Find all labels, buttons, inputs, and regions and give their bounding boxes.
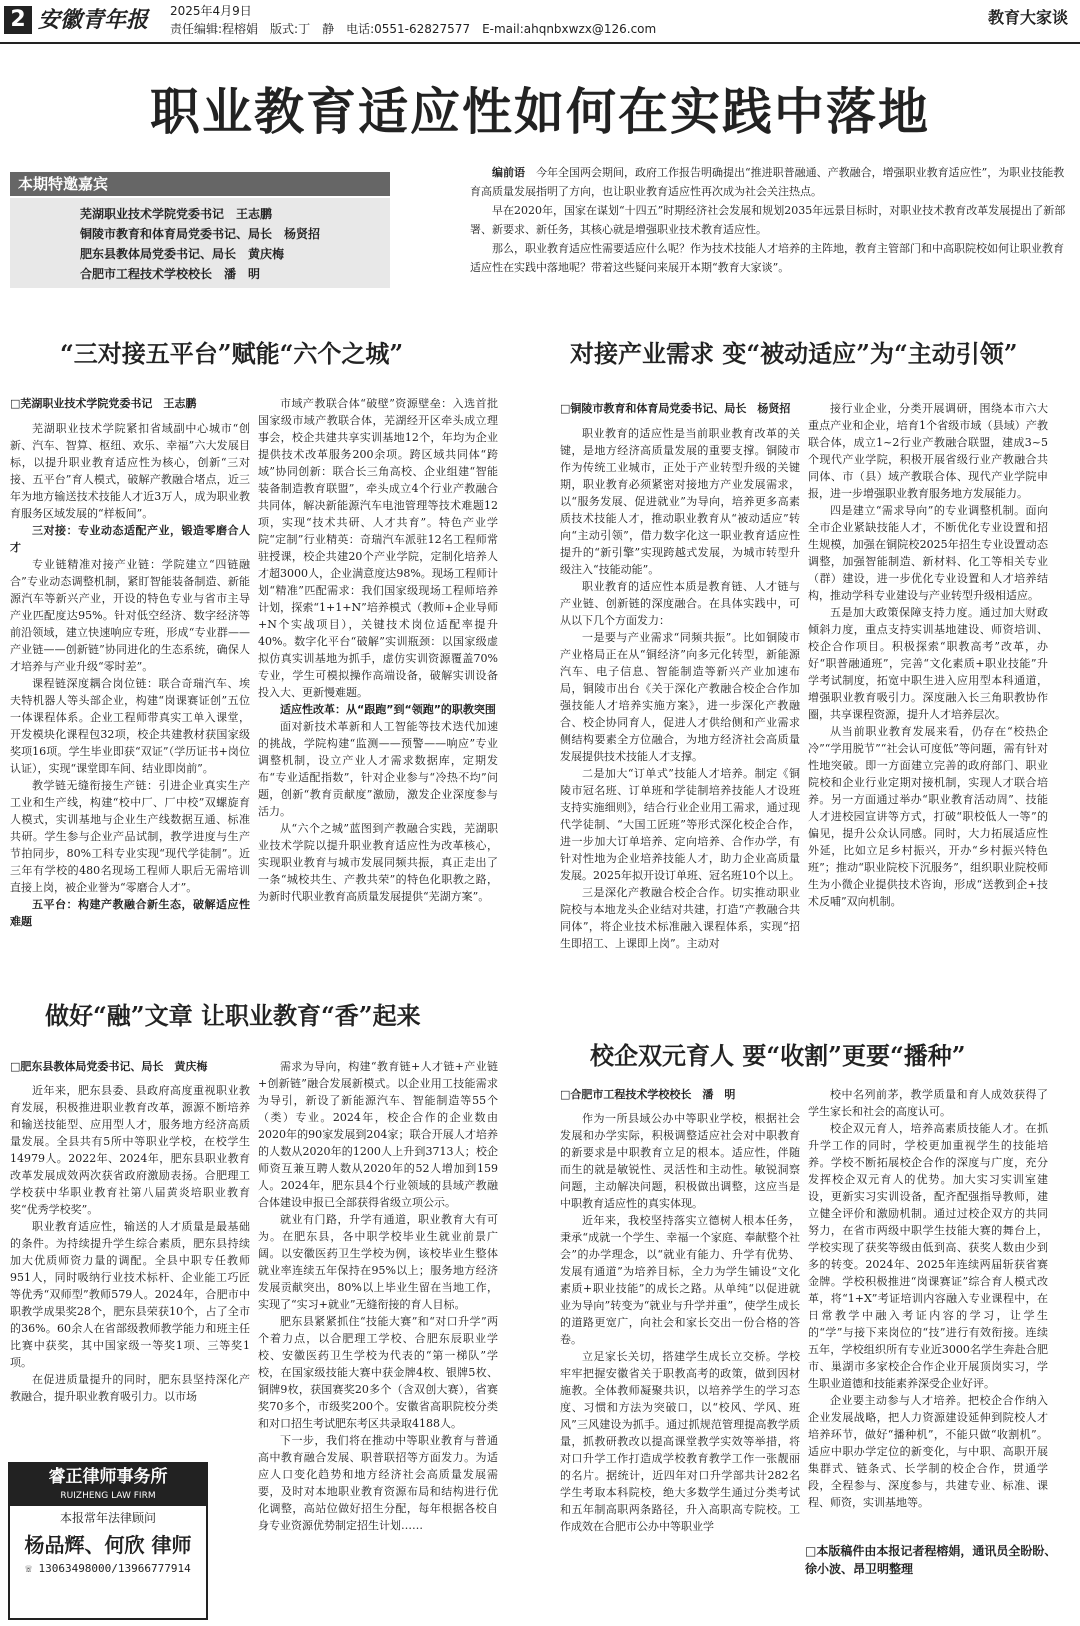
issue-date: 2025年4月9日 (170, 4, 252, 18)
article-byline: □铜陵市教育和体育局党委书记、局长 杨贤招 (560, 402, 791, 415)
paragraph: 一是要与产业需求“同频共振”。比如铜陵市产业格局正在从“铜经济”向多元化转型，新能源汽车、电子信息、智能制造等新兴产业加速布局，铜陵市出台《关于深化产教融合校企合作加强技能人才培养实施方案》，进一步深化产教融合、校企协同育人，促进人才供给侧和产业需求侧结构要素全方位融合，为地方经济社会高质量发展提供技术技能人才支撑。 (560, 631, 800, 763)
paragraph: 四是建立“需求导向”的专业调整机制。面向全市企业紧缺技能人才，不断优化专业设置和招生规模，加强在铜院校2025年招生专业设置动态调整，加强智能制造、新材料、化工等相关专业（群）建设，进一步优化专业设置和人才培养结构，推动学科专业建设与产业转型升级相适应。 (808, 504, 1048, 602)
page-headline: 职业教育适应性如何在实践中落地 (150, 82, 930, 141)
paragraph: 接行业企业，分类开展调研，围绕本市六大重点产业和企业，培育1个省级市域（县域）产教联合体，成立1~2行业产教融合联盟，建成3~5个现代产业学院，积极开展省级行业产教融合共同体、市（县）域产教联合体、现代产业学院申报，进一步增强职业教育服务地方发展能力。 (808, 402, 1048, 500)
article-title: 做好“融”文章 让职业教育“香”起来 (45, 1001, 421, 1030)
paragraph: 在促进质量提升的同时，肥东县坚持深化产教融合，提升职业教育吸引力。以市场 (10, 1373, 250, 1403)
editor-note-paragraph: 那么，职业教育适应性需要适应什么呢？作为技术技能人才培养的主阵地，教育主管部门和中高职院校如何让职业教育适应性在实践中落地呢？带着这些疑问来展开本期“教育大家谈”。 (470, 242, 1064, 274)
article-column (808, 400, 1048, 970)
article-column (10, 1082, 250, 1452)
article-column (560, 425, 800, 970)
paragraph: 二是加大“订单式”技能人才培养。制定《铜陵市冠名班、订单班和学徒制培养技能人才设班支持实施细则》，结合行业企业用工需求，通过现代学徒制、“大国工匠班”等形式深化校企合作，进一步加大订单培养、定向培养、合作办学，有针对性地为企业培养技能人才，助力企业高质量发展。2025年拟开设订单班、冠名班10个以上。 (560, 767, 800, 882)
paragraph: 立足家长关切，搭建学生成长立交桥。学校牢牢把握安徽省关于职教高考的政策，做到因材施教。全体教师凝聚共识，以培养学生的学习态度、习惯和方法为突破口，以“校风、学风、班风”三风建设为抓手。通过抓规范管理提高教学质量，抓教研教改以提高课堂教学实效等举措，将对口升学工作打造成学校教育教学工作一张靓丽的名片。据统计，近四年对口升学部共计282名学生考取本科院校，绝大多数学生通过分类考试和五年制高职两条路径，升入高职高专院校。工作成效在合肥市公办中等职业学 (560, 1350, 800, 1533)
editor-note-paragraph: 早在2020年，国家在谋划“十四五”时期经济社会发展和规划2035年远景目标时，对职业技术教育改革发展提出了新部署、新要求、新任务，其核心就是增强职业技术教育适应性。 (470, 204, 1066, 236)
article-title: 对接产业需求 变“被动适应”为“主动引领” (570, 339, 1018, 368)
article-byline: □合肥市工程技术学校校长 潘 明 (560, 1088, 736, 1101)
masthead (0, 0, 1080, 44)
guest-item: 肥东县教体局党委书记、局长 黄庆梅 (80, 247, 285, 261)
article-column (10, 420, 250, 940)
article-byline: □肥东县教体局党委书记、局长 黄庆梅 (10, 1060, 208, 1073)
article-title: 校企双元育人 要“收割”更要“播种” (590, 1041, 966, 1070)
paragraph: 校企双元育人，培养高素质技能人才。在抓升学工作的同时，学校更加重视学生的技能培养。学校不断拓展校企合作的深度与广度，充分发挥校企双元育人的优势。加大实习实训室建设，更新实习实训设备，配齐配强指导教师，建立健全评价和激励机制。通过过校企双方的共同努力，在省市两级中职学生技能大赛的舞台上，学校实现了获奖等级由低到高、获奖人数由少到多的转变。2024年、2025年连续两届斩获省赛金牌。学校积极推进“岗课赛证”综合育人模式改革，将“1+X”考证培训内容融入专业课程中，在日常教学中融入考证内容的学习，让学生的“学”与接下来岗位的“技”进行有效衔接。连续五年，学校组织所有专业近3000名学生奔赴合肥市、巢湖市多家校企合作企业开展顶岗实习，学生职业道德和技能素养深受企业好评。 (808, 1122, 1048, 1390)
paragraph: 作为一所县域公办中等职业学校，根据社会发展和办学实际，积极调整适应社会对中职教育的新要求是中职教育立足的根本。适应性，伴随而生的就是敏锐性、灵活性和主动性。敏锐洞察问题，主动解决问题，积极做出调整，这应当是中职教育适应性的真实体现。 (560, 1112, 800, 1210)
paragraph: 课程链深度耦合岗位链：联合奇瑞汽车、埃夫特机器人等头部企业，构建“岗课赛证创”五位一体课程体系。企业工程师带真实工单入课堂，开发模块化课程包32项，校企共建教材获国家级奖项16项。学生毕业即获“双证”（学历证书+岗位认证），实现“课堂即车间、结业即岗前”。 (10, 677, 250, 775)
guest-item: 铜陵市教育和体育局党委书记、局长 杨贤招 (80, 227, 321, 241)
subheading: 三对接：专业动态适配产业，锻造零磨合人才 (10, 524, 250, 554)
editor-footnote: □本版稿件由本报记者程榕娟，通讯员全盼盼、徐小波、昂卫明整理 (805, 1544, 1057, 1576)
ad-role: 本报常年法律顾问 (59, 1511, 156, 1525)
guests-list (10, 198, 390, 288)
paragraph: 市域产教联合体“破壁”资源壁垒：入选首批国家级市域产教联合体，芜湖经开区牵头成立理事会，校企共建共享实训基地12个，年均为企业提供技术改革服务200余项。跨区域共同体“跨域”协同创新：联合长三角高校、企业组建“智能装备制造教育联盟”，牵头成立4个行业产教融合共同体，解决新能源汽车电池管理等技术难题12项，实现“技术共研、人才共育”。特色产业学院“定制”行业精英：奇瑞汽车派驻12名工程师常驻授课，校企共建20个产业学院，定制化培养人才超3000人，企业满意度达98%。现场工程师计划“精准”匹配需求：我们国家级现场工程师培养计划，探索“1+1+N”培养模式（教师+企业导师+N个实战项目），关键技术岗位适配率提升40%。数字化平台“破解”实训瓶颈：以国家级虚拟仿真实训基地为抓手，虚仿实训资源覆盖70%专业，学生可模拟操作高端设备，破解实训设备投入大、更新慢难题。 (258, 397, 498, 699)
paragraph: 近年来，肥东县委、县政府高度重视职业教育发展，积极推进职业教育改革，源源不断培养和输送技能型、应用型人才，服务地方经济高质量发展。全县共有5所中等职业学校，在校学生14979人。2022年、2024年，肥东县职业教育改革发展成效两次获省政府激励表扬。合肥理工学校获中华职业教育社第八届黄炎培职业教育奖“优秀学校奖”。 (10, 1084, 250, 1216)
guest-item: 芜湖职业技术学院党委书记 王志鹏 (80, 207, 273, 221)
subheading: 适应性改革：从“跟跑”到“领跑”的职教突围 (280, 703, 496, 716)
paragraph: 芜湖职业技术学院紧扣省域副中心城市“创新、汽车、智算、枢纽、欢乐、幸福”六大发展目标，以提升职业教育适应性为核心，创新“三对接、五平台”育人模式，破解产教融合堵点，近三年为地方输送技术技能人才近3万人，成为职业教育服务区域发展的“样板间”。 (10, 422, 250, 520)
article-column (258, 1058, 498, 1620)
paragraph: 教学链无缝衔接生产链：引进企业真实生产工业和生产线，构建“校中厂、厂中校”双螺旋育人模式，实训基地与企业生产线数据互通、标准共研。学生参与企业产品试制，教学进度与生产节拍同步，80%工科专业实现“现代学徒制”。近三年有学校的480名现场工程师人职后无需培训直接上岗，被企业誉为“零磨合人才”。 (10, 779, 250, 894)
newspaper-name: 安徽青年报 (38, 7, 149, 33)
paragraph: 从“六个之城”蓝图到产教融合实践，芜湖职业技术学院以提升职业教育适应性为改革核心，实现职业教育与城市发展同频共振，真正走出了一条“城校共生、产教共荣”的特色化职教之路，为新时代职业教育高质量发展提供“芜湖方案”。 (258, 822, 498, 903)
editor-info: 责任编辑:程榕娟 版式:丁 静 电话:0551-62827577 E-mail:ahqnbxwzx@126.com (170, 22, 657, 36)
paragraph: 就业有门路，升学有通道，职业教育大有可为。在肥东县，各中职学校毕业生就业前景广阔。以安徽医药卫生学校为例，该校毕业生整体就业率连续五年保持在95%以上；服务地方经济发展贡献突出，80%以上毕业生留在当地工作，实现了“实习+就业”无缝衔接的育人目标。 (258, 1213, 498, 1311)
article-byline: □芜湖职业技术学院党委书记 王志鹏 (10, 397, 197, 410)
paragraph: 五是加大政策保障支持力度。通过加大财政倾斜力度，重点支持实训基地建设、师资培训、校企合作项目。积极探索“职教高考”改革，办好“职普融通班”，完善“文化素质+职业技能”升学考试制度，拓宽中职生进入应用型本科通道，增强职业教育吸引力。深度融入长三角职教协作圈，共享课程资源，提升人才培养层次。 (808, 606, 1048, 721)
paragraph: 三是深化产教融合校企合作。切实推动职业院校与本地龙头企业结对共建，打造“产教融合共同体”，将企业技术标准融入课程体系，实现“招生即招工、上课即上岗”。主动对 (560, 886, 800, 950)
paragraph: 需求为导向，构建“教育链+人才链+产业链+创新链”融合发展新模式。以企业用工技能需求为导引，新设了新能源汽车、智能制造等55个（类）专业。2024年，校企合作的企业数由2020年的90家发展到204家；联合开展人才培养的人数从2020年的1200人上升到3713人；校企师资互兼互聘人数从2020年的52人增加到159人。2024年，肥东县4个行业领域的县域产教融合体建设申报已全部获得省级立项公示。 (258, 1060, 498, 1209)
page-number: 2 (4, 6, 32, 34)
paragraph: 职业教育的适应性本质是教育链、人才链与产业链、创新链的深度融合。在具体实践中，可从以下几个方面发力： (560, 580, 800, 627)
editor-note (470, 163, 1070, 277)
paragraph: 职业教育适应性，输送的人才质量是最基础的条件。为持续提升学生综合素质，肥东县持续加大优质师资力量的调配。全县中职专任教师951人，同时吸纳行业技术标杆、企业能工巧匠等优秀“双师型”教师579人。2024年，合肥市中职教学成果奖28个，肥东县荣获10个，占了全市的36%。60余人在省部级教师教学能力和班主任比赛中获奖，其中国家级一等奖1项、三等奖1项。 (10, 1220, 250, 1369)
paragraph: 肥东县紧紧抓住“技能大赛”和“对口升学”两个着力点，以合肥理工学校、合肥东辰职业学校、安徽医药卫生学校为代表的“第一梯队”学校，在国家级技能大赛中获金牌4枚、银牌5枚、铜牌9枚，获国赛奖20多个（含双创大赛），省赛奖70多个，市级奖200个。安徽省高职院校分类和对口招生考试肥东考区共录取4188人。 (258, 1315, 498, 1430)
paragraph: 职业教育的适应性是当前职业教育改革的关键，是地方经济高质量发展的重要支撑。铜陵市作为传统工业城市，正处于产业转型升级的关键期，职业教育必须紧密对接地方产业发展需求，以“服务发展、促进就业”为导向，培养更多高素质技术技能人才，推动职业教育从“被动适应”转向“主动引领”，借力数字化这一职业教育适应性提升的“新引擎”实现跨越式发展，为城市转型升级注入“技能动能”。 (560, 427, 800, 576)
article-column (560, 1110, 800, 1620)
section-name: 教育大家谈 (987, 8, 1068, 27)
paragraph: 从当前职业教育发展来看，仍存在“校热企冷”“学用脱节”“社会认可度低”等问题，需有针对性地突破。即一方面建立完善的政府部门、职业院校和企业行业定期对接机制，实现人才联合培养。另一方面通过举办“职业教育活动周”、技能人才进校园宣讲等方式，打破“职校低人一等”的偏见，提升公众认同感。同时，大力拓展适应性外延，比如立足乡村振兴，开办“乡村振兴特色班”；推动“职业院校下沉服务”，组织职业院校师生为小微企业提供技术咨询，形成“送教到企+技术反哺”双向机制。 (808, 725, 1048, 908)
guests-title: 本期特邀嘉宾 (10, 172, 390, 196)
law-firm-ad (8, 1462, 208, 1620)
ad-lawyers: 杨品辉、何欣 律师 (24, 1533, 192, 1557)
paragraph: 面对新技术革新和人工智能等技术迭代加速的挑战，学院构建“监测——预警——响应”专业调整机制，设立产业人才需求数据库，定期发布“专业适配指数”，针对企业参与“冷热不均”问题，创新“教育贡献度”激励，激发企业深度参与活力。 (258, 720, 498, 818)
paragraph: 专业链精准对接产业链：学院建立“四链融合”专业动态调整机制，紧盯智能装备制造、新能源汽车等新兴产业，开设的特色专业与省市主导产业匹配度达95%。针对低空经济、数字经济等前沿领域，建立快速响应专班，形成“专业群——产业链——创新链”协同进化的生态系统，确保人才培养与产业升级“零时差”。 (10, 558, 250, 673)
paragraph: 企业要主动参与人才培养。把校企合作纳入企业发展战略，把人力资源建设延伸到院校人才培养环节，做好“播种机”，不能只做“收割机”。适应中职办学定位的新变化，与中职、高职开展集群式、链条式、长学制的校企合作，贯通学段，全程参与、深度参与，共建专业、标准、课程、师资，实训基地等。 (808, 1394, 1048, 1509)
article-title: “三对接五平台”赋能“六个之城” (60, 339, 404, 368)
article-column (258, 395, 498, 940)
ad-header (10, 1464, 206, 1506)
ad-phone: ☏ 13063498000/13966777914 (25, 1562, 191, 1575)
paragraph: 近年来，我校坚持落实立德树人根本任务，秉承“成就一个学生、幸福一个家庭、奉献整个社会”的办学理念，以“就业有能力、升学有优势、发展有通道”为培养目标，全力为学生铺设“文化素质+职业技能”的成长之路。从单纯“以促进就业为导向”转变为“就业与升学并重”，使学生成长的道路更宽广，向社会和家长交出一份合格的答卷。 (560, 1214, 800, 1346)
editor-note-lead: 编前语 (492, 166, 525, 179)
paragraph: 校中名列前茅，教学质量和育人成效获得了学生家长和社会的高度认可。 (808, 1088, 1048, 1118)
guest-item: 合肥市工程技术学校校长 潘 明 (80, 267, 261, 281)
paragraph: 下一步，我们将在推动中等职业教育与普通高中教育融合发展、职普联招等方面发力。为适应人口变化趋势和地方经济社会高质量发展需要，及时对本地职业教育资源布局和结构进行优化调整，高站位做好招生分配，每年根据各校自身专业资源优势制定招生计划…… (258, 1434, 498, 1532)
editor-note-paragraph: 今年全国两会期间，政府工作报告明确提出“推进职普融通、产教融合，增强职业教育适应性”，为职业技能教育高质量发展指明了方向，也让职业教育适应性再次成为社会关注热点。 (470, 166, 1065, 198)
article-column (808, 1086, 1048, 1536)
subheading: 五平台：构建产教融合新生态，破解适应性难题 (10, 898, 250, 928)
ad-firm-en: RUIZHENG LAW FIRM (60, 1491, 156, 1501)
ad-firm-name: 睿正律师事务所 (48, 1467, 168, 1487)
